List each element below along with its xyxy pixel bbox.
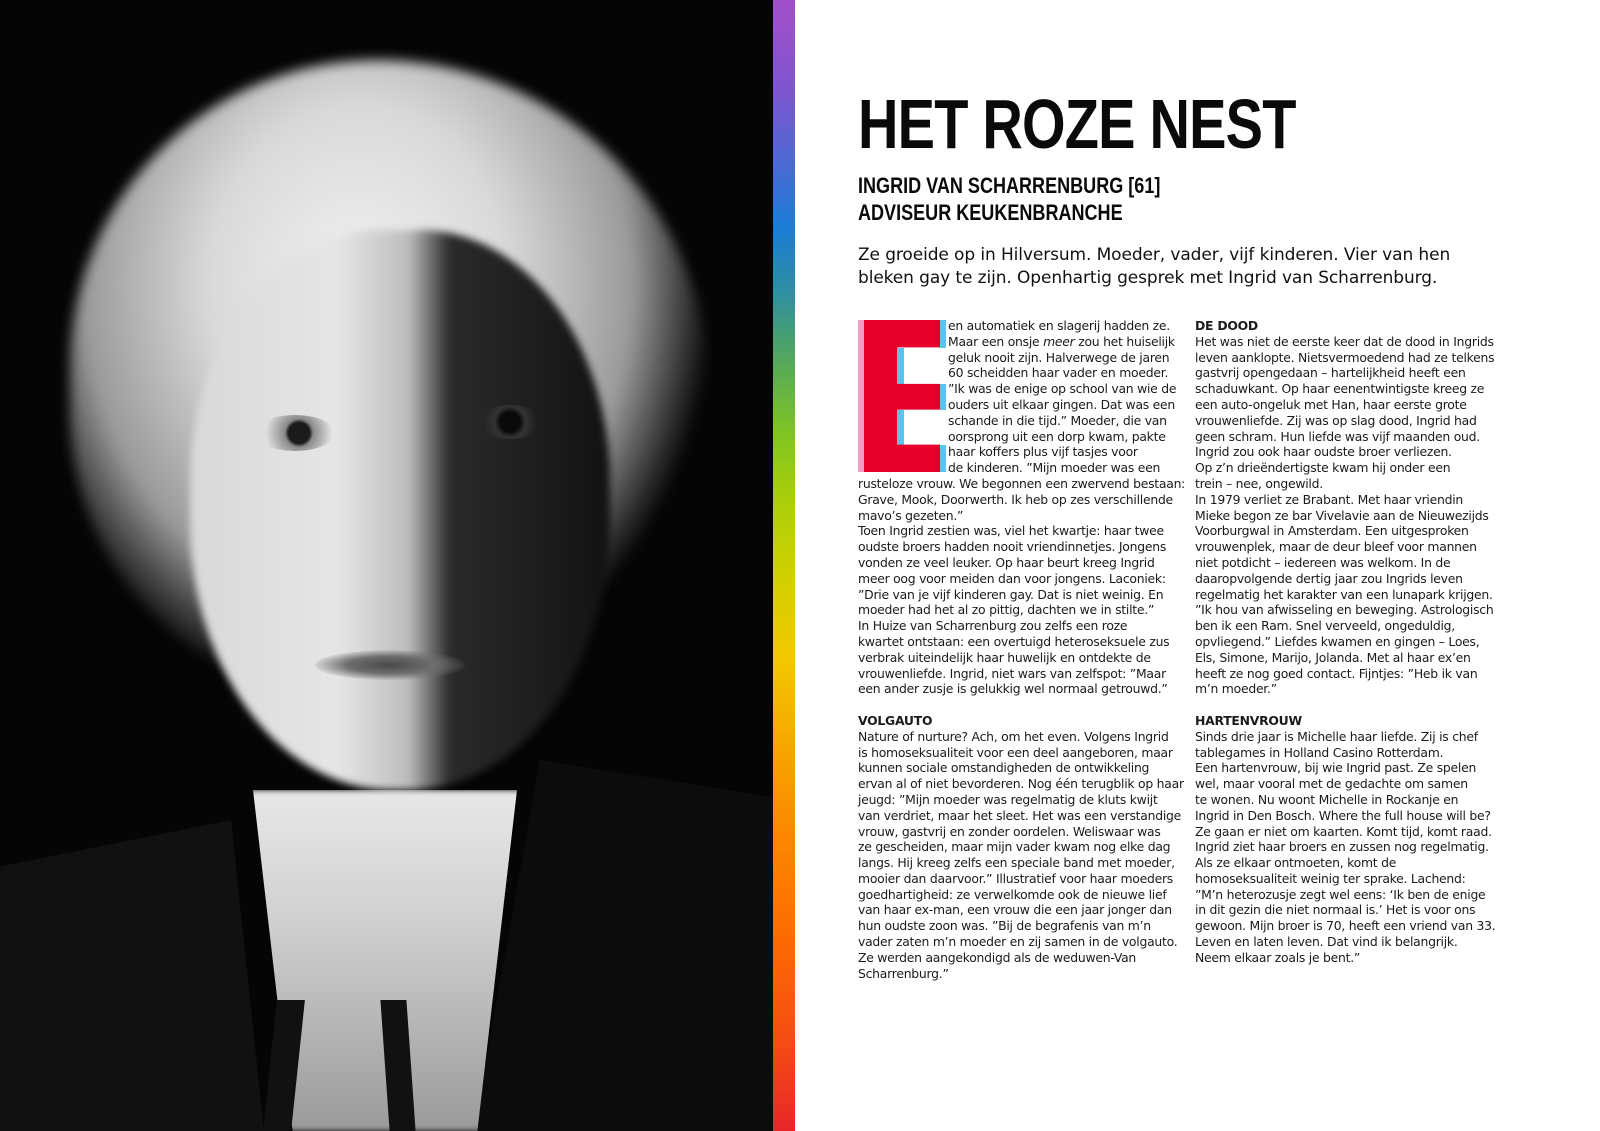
body-line: Scharrenburg.” (858, 965, 949, 981)
dropcap-shadow (898, 348, 904, 384)
body-line: vrouw, gastvrij en zonder oordelen. Weliswaar was (858, 823, 1161, 839)
body-line: daaropvolgende dertig jaar zou Ingrids leven (1195, 570, 1463, 586)
body-line: oudste broers hadden nooit vriendinnetjes. Jongens (858, 539, 1167, 555)
body-line: ouders uit elkaar gingen. Dat was een (948, 396, 1176, 412)
body-line: Grave, Mook, Doorwerth. Ik heb op zes verschillende (858, 491, 1173, 507)
body-line: ”Ik was de enige op school van wie de (948, 381, 1177, 397)
body-line: vader zaten m’n moeder en zij samen in de volgauto. (858, 934, 1178, 950)
section-heading-hartenvrouw: HARTENVROUW (1195, 712, 1302, 728)
body-line: ”Ik hou van afwisseling en beweging. Astrologisch (1195, 602, 1494, 618)
body-line: een auto-ongeluk met Han, haar eerste grote (1195, 396, 1467, 412)
body-line: te wonen. Nu woont Michelle in Rockanje en (1195, 791, 1459, 807)
subject-occupation: ADVISEUR KEUKENBRANCHE (858, 200, 1123, 225)
photo-mouth (315, 650, 465, 680)
body-line: trein – nee, ongewild. (1195, 475, 1323, 491)
body-line: Als ze elkaar ontmoeten, komt de (1195, 855, 1397, 871)
body-line: gastvrij opengedaan – hartelijkheid heeft een (1195, 365, 1466, 381)
body-line: wel, maar vooral met de gedachte om samen (1195, 776, 1468, 792)
body-line: regelmatig het karakter van een lunapark krijgen. (1195, 586, 1493, 602)
body-line: In 1979 verliet ze Brabant. Met haar vriendin (1195, 491, 1464, 507)
body-line: mooier dan daarvoor.” Illustratief voor haar moeders (858, 870, 1174, 886)
dropcap-shadow (898, 410, 904, 445)
paragraph-gap (858, 697, 1176, 713)
dropcap-letter (864, 320, 940, 472)
body-line: niet potdicht – iedereen was welkom. In de (1195, 554, 1451, 570)
dropcap-e (858, 320, 946, 472)
body-line: hun oudste zoon was. ”Bij de begrafenis van m’n (858, 918, 1151, 934)
body-line: Nature of nurture? Ach, om het even. Volgens Ingrid (858, 728, 1169, 744)
body-line: kunnen sociale omstandigheden de ontwikkeling (858, 760, 1150, 776)
body-line: tablegames in Holland Casino Rotterdam. (1195, 744, 1444, 760)
body-line: de kinderen. ”Mijn moeder was een (948, 460, 1161, 476)
body-line: Sinds drie jaar is Michelle haar liefde. Zij is chef (1195, 728, 1478, 744)
body-line: is homoseksualiteit voor een deel aangeboren, maar (858, 744, 1173, 760)
body-text: zou het huiselijk (1074, 333, 1175, 349)
body-text: Maar een onsje (948, 333, 1044, 349)
body-line: m’n moeder.” (1195, 681, 1277, 697)
rainbow-stripe (773, 0, 795, 1131)
body-line: vrouwenplek, maar de deur bleef voor mannen (1195, 539, 1477, 555)
body-line: verbrak uiteindelijk haar huwelijk en ontdekte de (858, 649, 1151, 665)
body-line: geluk nooit zijn. Halverwege de jaren (948, 349, 1170, 365)
body-line: meer oog voor meiden dan voor jongens. Laconiek: (858, 570, 1166, 586)
body-line: gewoon. Mijn broer is 70, heeft een vriend van 33. (1195, 918, 1496, 934)
body-line: Leven en laten leven. Dat vind ik belangrijk. (1195, 934, 1458, 950)
body-line: Toen Ingrid zestien was, viel het kwartje: haar twee (858, 523, 1164, 539)
body-line: Ingrid ziet haar broers en zussen nog regelmatig. (1195, 839, 1489, 855)
body-line: Het was niet de eerste keer dat de dood in Ingrids (1195, 333, 1494, 349)
body-line: Els, Simone, Marijo, Jolanda. Met al haar ex’en (1195, 649, 1471, 665)
body-line: homoseksualiteit weinig ter sprake. Lachend: (1195, 870, 1466, 886)
body-line: Ze gaan er niet om kaarten. Komt tijd, komt raad. (1195, 823, 1492, 839)
dropcap-shadow (940, 445, 946, 472)
body-line: ”M’n heterozusje zegt wel eens: ‘Ik ben de enige (1195, 886, 1486, 902)
body-line: mavo’s gezeten.” (858, 507, 964, 523)
body-line: Een hartenvrouw, bij wie Ingrid past. Ze spelen (1195, 760, 1477, 776)
body-line: Neem elkaar zoals je bent.” (1195, 949, 1361, 965)
body-line: kwartet ontstaan: een overtuigd heteroseksuele zus (858, 633, 1170, 649)
body-line: schaduwkant. Op haar eenentwintigste kreeg ze (1195, 381, 1485, 397)
body-line: goedhartigheid: ze verwelkomde ook de nieuwe lief (858, 886, 1167, 902)
portrait-photo (0, 0, 773, 1131)
article-headline: HET ROZE NEST (858, 85, 1296, 163)
body-line: rusteloze vrouw. We begonnen een zwervend bestaan: (858, 475, 1186, 491)
section-heading-de-dood: DE DOOD (1195, 318, 1258, 333)
body-line: ze gescheiden, maar mijn vader kwam nog elke dag (858, 839, 1171, 855)
photo-face (190, 230, 610, 790)
body-line: vrouwenliefde. Ingrid, niet wars van zelfspot: ”Maar (858, 665, 1166, 681)
body-line: een ander zusje is gelukkig wel normaal getrouwd.” (858, 681, 1168, 697)
body-line: in dit gezin die niet normaal is.’ Het is voor ons (1195, 902, 1476, 918)
body-line: jeugd: ”Mijn moeder was regelmatig de kluts kwijt (858, 791, 1158, 807)
section-heading-volgauto: VOLGAUTO (858, 712, 933, 728)
paragraph-gap (1195, 697, 1513, 713)
body-line: Mieke begon ze bar Vivelavie aan de Nieuwezijds (1195, 507, 1489, 523)
photo-eye-right (475, 405, 545, 439)
body-line: haar koffers plus vijf tasjes voor (948, 444, 1138, 460)
dropcap-edge (858, 320, 864, 472)
body-line: heeft ze nog goed contact. Fijntjes: ”Heb ik van (1195, 665, 1478, 681)
body-line: Ingrid in Den Bosch. Where the full house will be? (1195, 807, 1491, 823)
subject-name: INGRID VAN SCHARRENBURG [61] (858, 173, 1161, 198)
body-line: oorsprong uit een dorp kwam, pakte (948, 428, 1166, 444)
body-line: langs. Hij kreeg zelfs een speciale band met moeder, (858, 855, 1175, 871)
body-line: vrouwenliefde. Zij was op slag dood, Ingrid had (1195, 412, 1477, 428)
body-line: ben ik een Ram. Snel verveeld, ongeduldig, (1195, 618, 1455, 634)
body-line: van haar ex-man, een vrouw die een jaar jonger dan (858, 902, 1172, 918)
body-line: van verdriet, maar het sleet. Het was een verstandige (858, 807, 1182, 823)
dropcap-shadow (940, 320, 946, 348)
italic-word: meer (1043, 333, 1075, 349)
body-column-1 (858, 318, 1186, 981)
body-line: Ingrid zou ook haar oudste broer verliezen. (1195, 444, 1452, 460)
article-subhead (858, 172, 1160, 226)
body-line: ”Drie van je vijf kinderen gay. Dat is niet weinig. En (858, 586, 1164, 602)
photo-eye-left (255, 415, 335, 451)
body-line: opvliegend.” Liefdes kwamen en gingen – Loes, (1195, 633, 1480, 649)
body-column-2 (1195, 318, 1513, 966)
article-intro: Ze groeide op in Hilversum. Moeder, vader, vijf kinderen. Vier van hen bleken gay te zijn. Openhartig gesprek met Ingrid van Scharrenburg. (858, 245, 1451, 288)
dropcap-shadow (940, 384, 946, 410)
body-line: leven aanklopte. Nietsvermoedend had ze telkens (1195, 349, 1495, 365)
body-line: Ze werden aangekondigd als de weduwen-Van (858, 949, 1137, 965)
body-line: In Huize van Scharrenburg zou zelfs een roze (858, 618, 1128, 634)
body-line: Voorburgwal in Amsterdam. Een uitgesproken (1195, 523, 1469, 539)
body-line: Op z’n drieëndertigste kwam hij onder een (1195, 460, 1451, 476)
body-line: vonden ze veel leuker. Op haar beurt kreeg Ingrid (858, 554, 1155, 570)
body-line: moeder had het al zo pittig, dachten we in stilte.” (858, 602, 1155, 618)
body-line: 60 scheidden haar vader en moeder. (948, 365, 1169, 381)
body-line: en automatiek en slagerij hadden ze. (948, 318, 1170, 333)
body-line: geen schram. Hun liefde was vijf maanden oud. (1195, 428, 1480, 444)
body-line: schande in die tijd.” Moeder, die van (948, 412, 1167, 428)
body-line: ervan al of niet bevorderen. Nog één terugblik op haar (858, 776, 1184, 792)
